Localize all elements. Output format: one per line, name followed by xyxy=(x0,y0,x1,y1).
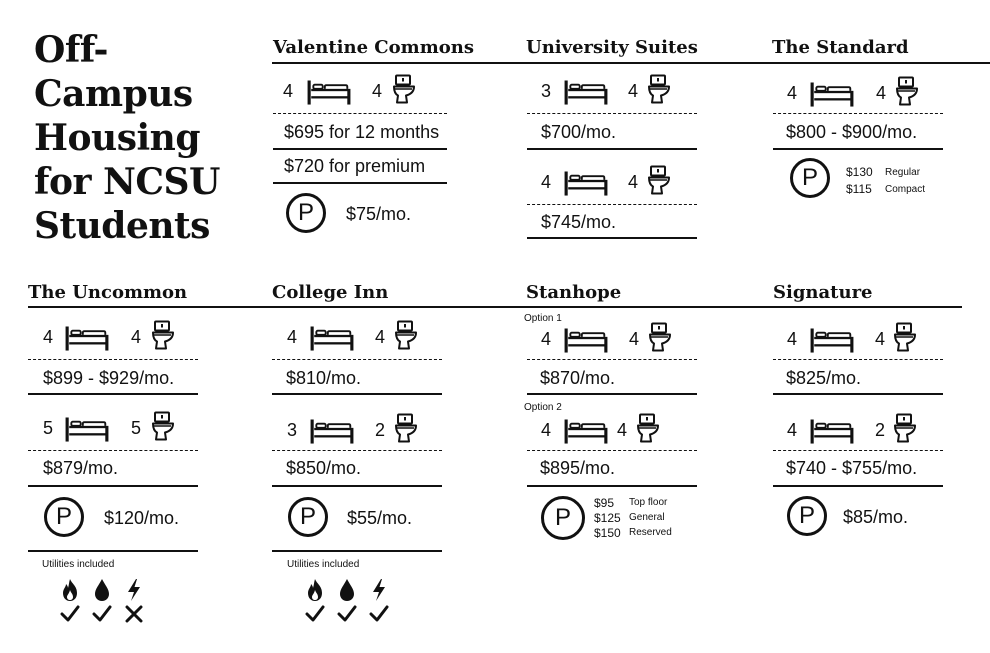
parking-price: $130 xyxy=(846,165,873,179)
price: $850/mo. xyxy=(286,458,362,478)
divider xyxy=(773,359,943,360)
valentine-title: Valentine Commons xyxy=(273,37,474,58)
parking-icon: P xyxy=(286,193,326,233)
divider xyxy=(28,393,198,395)
bath-count: 5 xyxy=(131,418,142,438)
price: $870/mo. xyxy=(540,368,616,388)
divider xyxy=(773,148,943,150)
check-icon xyxy=(337,604,357,624)
bed-count: 4 xyxy=(787,420,798,440)
check-icon xyxy=(92,604,112,624)
utilities-label: Utilities included xyxy=(287,559,360,570)
toilet-icon xyxy=(636,413,660,444)
toilet-icon xyxy=(394,413,418,444)
page-title xyxy=(34,28,254,248)
bed-count: 4 xyxy=(541,329,552,349)
toilet-icon xyxy=(647,165,671,196)
divider xyxy=(272,393,442,395)
stanhope-title: Stanhope xyxy=(526,282,622,303)
parking-price: $95 xyxy=(594,496,615,510)
title-line: Students xyxy=(34,205,210,247)
bath-count: 4 xyxy=(372,81,383,101)
bottom-row-rule xyxy=(28,306,962,308)
price: $899 - $929/mo. xyxy=(43,368,175,388)
parking-price: $150 xyxy=(594,526,621,540)
bed-icon xyxy=(563,417,609,445)
price: $825/mo. xyxy=(786,368,862,388)
bath-count: 4 xyxy=(617,420,628,440)
bath-count: 4 xyxy=(629,329,640,349)
parking-icon: P xyxy=(288,497,328,537)
parking-label: Reserved xyxy=(629,527,672,538)
price: $745/mo. xyxy=(541,212,617,232)
divider xyxy=(272,359,442,360)
toilet-icon xyxy=(893,322,917,353)
university-suites-title: University Suites xyxy=(526,37,698,58)
bath-count: 2 xyxy=(375,420,386,440)
divider xyxy=(28,359,198,360)
bed-count: 4 xyxy=(541,420,552,440)
toilet-icon xyxy=(647,74,671,105)
bed-icon xyxy=(563,169,609,197)
divider xyxy=(272,450,442,451)
bath-count: 4 xyxy=(628,172,639,192)
toilet-icon xyxy=(392,74,416,105)
divider xyxy=(28,485,198,487)
divider xyxy=(527,450,697,451)
divider xyxy=(527,237,697,239)
bed-count: 4 xyxy=(541,172,552,192)
divider xyxy=(272,485,442,487)
parking-price: $75/mo. xyxy=(346,204,412,224)
price: $700/mo. xyxy=(541,122,617,142)
divider xyxy=(527,359,697,360)
divider xyxy=(773,450,943,451)
price: $800 - $900/mo. xyxy=(786,122,918,142)
parking-price: $120/mo. xyxy=(104,508,180,528)
option-label: Option 1 xyxy=(524,313,562,324)
check-icon xyxy=(369,604,389,624)
bath-count: 4 xyxy=(375,327,386,347)
divider xyxy=(273,182,447,184)
toilet-icon xyxy=(895,76,919,107)
divider xyxy=(773,393,943,395)
title-line: Off- xyxy=(34,29,108,71)
parking-price: $125 xyxy=(594,511,621,525)
uncommon-title: The Uncommon xyxy=(28,282,188,303)
parking-label: Regular xyxy=(885,167,921,178)
option-label: Option 2 xyxy=(524,402,562,413)
bed-icon xyxy=(64,324,110,352)
divider xyxy=(527,113,697,114)
divider xyxy=(272,550,442,552)
utilities-label: Utilities included xyxy=(42,559,115,570)
bed-icon xyxy=(306,78,352,106)
bed-icon xyxy=(64,415,110,443)
bed-icon xyxy=(809,80,855,108)
fire-icon xyxy=(60,578,80,602)
parking-price: $55/mo. xyxy=(347,508,413,528)
toilet-icon xyxy=(151,411,175,442)
signature-title: Signature xyxy=(773,282,873,303)
bed-count: 5 xyxy=(43,418,54,438)
parking-icon: P xyxy=(787,496,827,536)
title-line: Campus xyxy=(34,73,193,115)
toilet-icon xyxy=(394,320,418,351)
college-inn-title: College Inn xyxy=(272,282,389,303)
price: $720 for premium xyxy=(284,156,426,176)
bed-count: 4 xyxy=(787,329,798,349)
toilet-icon xyxy=(151,320,175,351)
parking-price: $85/mo. xyxy=(843,507,909,527)
standard-title: The Standard xyxy=(772,37,909,58)
bath-count: 2 xyxy=(875,420,886,440)
bed-count: 4 xyxy=(787,83,798,103)
bed-icon xyxy=(809,417,855,445)
divider xyxy=(527,485,697,487)
water-drop-icon xyxy=(337,578,357,602)
lightning-icon xyxy=(124,578,144,602)
bed-count: 3 xyxy=(287,420,298,440)
bed-icon xyxy=(309,417,355,445)
divider xyxy=(28,550,198,552)
price: $895/mo. xyxy=(540,458,616,478)
bed-icon xyxy=(563,326,609,354)
parking-price: $115 xyxy=(846,182,872,196)
divider xyxy=(527,204,697,205)
divider xyxy=(773,485,943,487)
title-line: Housing xyxy=(34,117,200,159)
check-icon xyxy=(305,604,325,624)
lightning-icon xyxy=(369,578,389,602)
bath-count: 4 xyxy=(876,83,887,103)
bed-icon xyxy=(309,324,355,352)
water-drop-icon xyxy=(92,578,112,602)
divider xyxy=(773,113,943,114)
parking-label: General xyxy=(629,512,665,523)
price: $879/mo. xyxy=(43,458,119,478)
parking-icon: P xyxy=(541,496,585,540)
parking-icon: P xyxy=(44,497,84,537)
bath-count: 4 xyxy=(131,327,142,347)
bed-icon xyxy=(563,78,609,106)
toilet-icon xyxy=(648,322,672,353)
price: $740 - $755/mo. xyxy=(786,458,918,478)
fire-icon xyxy=(305,578,325,602)
divider xyxy=(527,148,697,150)
bed-count: 4 xyxy=(283,81,294,101)
title-line: for NCSU xyxy=(34,161,220,203)
parking-icon: P xyxy=(790,158,830,198)
bed-count: 4 xyxy=(43,327,54,347)
toilet-icon xyxy=(893,413,917,444)
top-row-rule xyxy=(272,62,990,64)
divider xyxy=(273,148,447,150)
divider xyxy=(527,393,697,395)
x-icon xyxy=(124,604,144,624)
bed-icon xyxy=(809,326,855,354)
check-icon xyxy=(60,604,80,624)
bath-count: 4 xyxy=(628,81,639,101)
price: $695 for 12 months xyxy=(284,122,440,142)
parking-label: Compact xyxy=(885,184,926,195)
divider xyxy=(273,113,447,114)
bath-count: 4 xyxy=(875,329,886,349)
bed-count: 3 xyxy=(541,81,552,101)
parking-label: Top floor xyxy=(629,497,668,508)
divider xyxy=(28,450,198,451)
bed-count: 4 xyxy=(287,327,298,347)
price: $810/mo. xyxy=(286,368,362,388)
